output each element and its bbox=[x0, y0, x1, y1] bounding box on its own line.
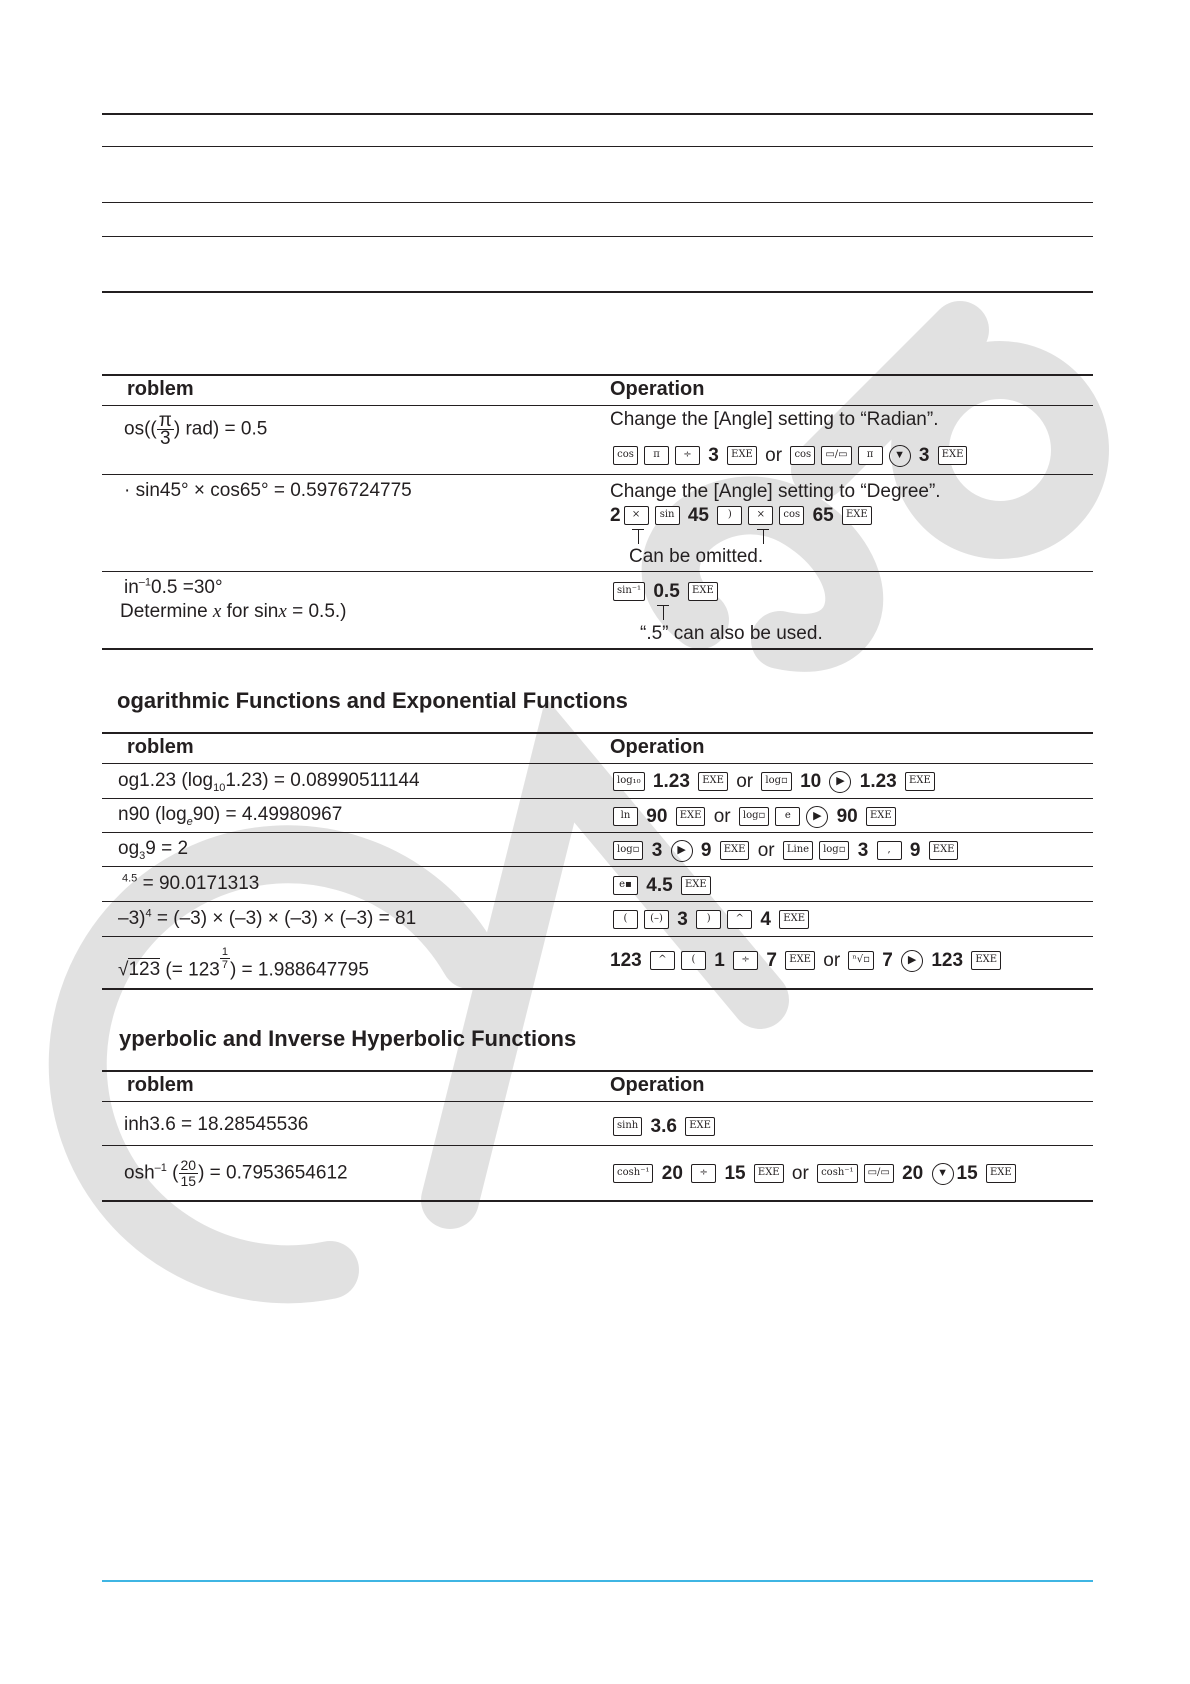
log-row3-problem: $og_39 = 2$ bbox=[118, 838, 189, 862]
log-row1-problem: og1.23 $(\log_{10}1.23) = 0.08990511144$ bbox=[118, 770, 420, 794]
nth-root-key[interactable]: ⁿ√▫ bbox=[848, 951, 873, 970]
log-section-title: ogarithmic Functions and Exponential Functions bbox=[117, 688, 628, 713]
divide-key[interactable]: ÷ bbox=[733, 951, 758, 970]
e-key[interactable]: e bbox=[775, 807, 800, 826]
trig-row1-keys: cos π ÷ 3 EXE or cos ▭/▭ π ▼ 3 EXE bbox=[610, 444, 970, 468]
arccosh-key[interactable]: cosh⁻¹ bbox=[817, 1164, 857, 1183]
exe-key[interactable]: EXE bbox=[986, 1164, 1016, 1183]
exe-key[interactable]: EXE bbox=[905, 772, 935, 791]
omit-tick-left bbox=[638, 529, 639, 544]
trig-header-operation: Operation bbox=[610, 378, 705, 400]
trig-row3-problem-line1: $in^{-1}0.5 =30^\circ$ bbox=[124, 576, 223, 598]
trig-row2-note: Change the [Angle] setting to “Degree”. bbox=[610, 481, 941, 502]
top-rule-2 bbox=[102, 146, 1093, 147]
trig-row1-note: Change the [Angle] setting to “Radian”. bbox=[610, 409, 939, 430]
power-key[interactable]: ^ bbox=[650, 951, 675, 970]
exe-key[interactable]: EXE bbox=[698, 772, 728, 791]
trig-bottom-rule bbox=[102, 648, 1093, 650]
one-seventh-fraction: $\frac{1}{7}$ bbox=[221, 946, 228, 971]
pi-key[interactable]: π bbox=[858, 446, 883, 465]
exe-key[interactable]: EXE bbox=[676, 807, 706, 826]
log-header-operation: Operation bbox=[610, 736, 705, 758]
trig-header-bottom-rule bbox=[102, 405, 1093, 406]
hyp-section-title: yperbolic and Inverse Hyperbolic Functions bbox=[119, 1026, 577, 1051]
hyp-header-bottom-rule bbox=[102, 1101, 1093, 1102]
log-row4-problem: $^{4.5}$ = 90.0171313 bbox=[122, 872, 260, 894]
log-row5-rule bbox=[102, 936, 1093, 937]
cursor-right-icon[interactable]: ▶ bbox=[806, 806, 828, 828]
open-paren-key[interactable]: ( bbox=[681, 951, 706, 970]
arccosh-key[interactable]: cosh⁻¹ bbox=[613, 1164, 653, 1183]
logab-key[interactable]: log▫ bbox=[739, 807, 769, 826]
log-bottom-rule bbox=[102, 988, 1093, 990]
log-row2-problem: n90 $(\log_e90) = 4.49980967$ bbox=[118, 804, 343, 828]
footer-rule bbox=[102, 1580, 1093, 1582]
cursor-right-icon[interactable]: ▶ bbox=[671, 840, 693, 862]
pi-over-3-fraction: $\frac{\pi}{3}$ bbox=[158, 410, 172, 449]
ln-key[interactable]: ln bbox=[613, 807, 638, 826]
trig-row2-keys: 2 × sin 45 ) × cos 65 EXE bbox=[610, 504, 875, 528]
hyp-row1-problem: inh3.6 = 18.28545536 bbox=[124, 1114, 309, 1135]
power-key[interactable]: ^ bbox=[727, 910, 752, 929]
sinh-key[interactable]: sinh bbox=[613, 1117, 642, 1136]
trig-row2-problem: · sin45° × cos65° = 0.5976724775 bbox=[124, 480, 412, 501]
divide-key[interactable]: ÷ bbox=[691, 1164, 716, 1183]
exe-key[interactable]: EXE bbox=[727, 446, 757, 465]
trig-header-problem: roblem bbox=[127, 378, 194, 400]
log-row2-keys: ln 90 EXE or log▫ e ▶ 90 EXE bbox=[610, 805, 899, 829]
exe-key[interactable]: EXE bbox=[842, 506, 872, 525]
cursor-right-icon[interactable]: ▶ bbox=[901, 950, 923, 972]
omit-tick-left-top bbox=[632, 529, 644, 530]
hyp-header-problem: roblem bbox=[127, 1074, 194, 1096]
arcsin-key[interactable]: sin⁻¹ bbox=[613, 582, 645, 601]
pi-key[interactable]: π bbox=[644, 446, 669, 465]
log-row6-keys: 123 ^ ( 1 ÷ 7 EXE or ⁿ√▫ 7 ▶ 123 EXE bbox=[610, 949, 1004, 973]
exe-key[interactable]: EXE bbox=[866, 807, 896, 826]
exe-key[interactable]: EXE bbox=[929, 841, 959, 860]
log-row3-keys: log▫ 3 ▶ 9 EXE or Line log▫ 3 , 9 EXE bbox=[610, 839, 961, 863]
log-row4-keys: e▪ 4.5 EXE bbox=[610, 874, 714, 898]
close-paren-key[interactable]: ) bbox=[717, 506, 742, 525]
can-be-omitted-note: Can be omitted. bbox=[629, 546, 764, 567]
trig-row1-problem: os(( $\frac{\pi}{3}$ ) rad) = 0.5 bbox=[124, 410, 268, 449]
exe-key[interactable]: EXE bbox=[779, 910, 809, 929]
log-row3-rule bbox=[102, 866, 1093, 867]
trig-row3-problem-line2: Determine x for sinx = 0.5.) bbox=[120, 601, 347, 622]
exe-key[interactable]: EXE bbox=[785, 951, 815, 970]
cursor-down-icon[interactable]: ▼ bbox=[889, 445, 911, 467]
multiply-key[interactable]: × bbox=[748, 506, 773, 525]
exe-key[interactable]: EXE bbox=[938, 446, 968, 465]
comma-key[interactable]: , bbox=[877, 841, 902, 860]
log-row1-rule bbox=[102, 798, 1093, 799]
cursor-down-icon[interactable]: ▼ bbox=[932, 1163, 954, 1185]
log-row6-problem: √123 (= 123 $\frac{1}{7}$ ) = 1.988647795 bbox=[118, 946, 369, 981]
hyp-row1-rule bbox=[102, 1145, 1093, 1146]
logab-key[interactable]: log▫ bbox=[819, 841, 849, 860]
log-row2-rule bbox=[102, 832, 1093, 833]
log-row4-rule bbox=[102, 901, 1093, 902]
exe-key[interactable]: EXE bbox=[754, 1164, 784, 1183]
close-paren-key[interactable]: ) bbox=[696, 910, 721, 929]
trig-header-top-rule bbox=[102, 374, 1093, 376]
exe-key[interactable]: EXE bbox=[720, 841, 750, 860]
exe-key[interactable]: EXE bbox=[688, 582, 718, 601]
omit-tick-right bbox=[763, 529, 764, 544]
hyp-header-top-rule bbox=[102, 1070, 1093, 1072]
cos-key[interactable]: cos bbox=[790, 446, 815, 465]
alt-input-note: “.5” can also be used. bbox=[640, 623, 823, 644]
fraction-key[interactable]: ▭/▭ bbox=[864, 1164, 894, 1183]
cursor-right-icon[interactable]: ▶ bbox=[829, 771, 851, 793]
alt-tick bbox=[663, 605, 664, 620]
log-row5-problem: –3)$^4$ = (–3) × (–3) × (–3) × (–3) = 81 bbox=[118, 907, 417, 929]
divide-key[interactable]: ÷ bbox=[675, 446, 700, 465]
negative-key[interactable]: (–) bbox=[644, 910, 669, 929]
twenty-over-fifteen-fraction: $\frac{20}{15}$ bbox=[180, 1157, 197, 1189]
trig-row3-keys: sin⁻¹ 0.5 EXE bbox=[610, 580, 721, 604]
multiply-key[interactable]: × bbox=[624, 506, 649, 525]
cos-key[interactable]: cos bbox=[613, 446, 638, 465]
exp-key[interactable]: e▪ bbox=[613, 876, 638, 895]
sin-key[interactable]: sin bbox=[655, 506, 680, 525]
omit-tick-right-top bbox=[757, 529, 769, 530]
trig-row2-rule bbox=[102, 571, 1093, 572]
log10-key[interactable]: log₁₀ bbox=[613, 772, 645, 791]
exe-key[interactable]: EXE bbox=[971, 951, 1001, 970]
logab-key[interactable]: log▫ bbox=[613, 841, 643, 860]
line-key[interactable]: Line bbox=[783, 841, 813, 860]
log-row1-keys: log₁₀ 1.23 EXE or log▫ 10 ▶ 1.23 EXE bbox=[610, 770, 938, 794]
log-row5-keys: ( (–) 3 ) ^ 4 EXE bbox=[610, 908, 812, 932]
log-header-top-rule bbox=[102, 732, 1093, 734]
top-rule-5 bbox=[102, 291, 1093, 293]
hyp-row1-keys: sinh 3.6 EXE bbox=[610, 1115, 718, 1139]
top-rule-3 bbox=[102, 202, 1093, 203]
hyp-bottom-rule bbox=[102, 1200, 1093, 1202]
log-header-bottom-rule bbox=[102, 763, 1093, 764]
open-paren-key[interactable]: ( bbox=[613, 910, 638, 929]
hyp-header-operation: Operation bbox=[610, 1074, 705, 1096]
hyp-row2-problem: osh$^{-1}$ ( $\frac{20}{15}$ ) = 0.7953654612 bbox=[124, 1157, 348, 1189]
top-rule-4 bbox=[102, 236, 1093, 237]
trig-row1-rule bbox=[102, 474, 1093, 475]
hyp-row2-keys: cosh⁻¹ 20 ÷ 15 EXE or cosh⁻¹ ▭/▭ 20 ▼ 15 EXE bbox=[610, 1162, 1019, 1186]
cos-key[interactable]: cos bbox=[779, 506, 804, 525]
top-rule-1 bbox=[102, 113, 1093, 115]
alt-tick-top bbox=[657, 605, 669, 606]
exe-key[interactable]: EXE bbox=[685, 1117, 715, 1136]
log-header-problem: roblem bbox=[127, 736, 194, 758]
fraction-key[interactable]: ▭/▭ bbox=[821, 446, 851, 465]
logab-key[interactable]: log▫ bbox=[761, 772, 791, 791]
exe-key[interactable]: EXE bbox=[681, 876, 711, 895]
